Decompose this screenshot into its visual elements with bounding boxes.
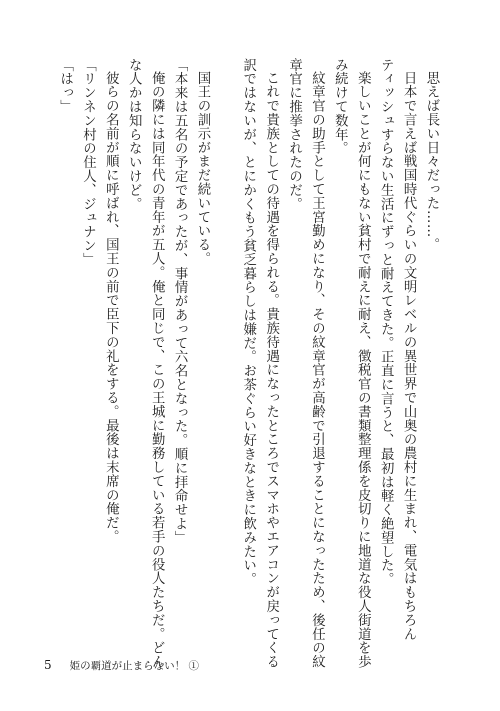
text-line: 思えば長い日々だった……。 (424, 71, 439, 253)
text-line: 彼らの名前が順に呼ばれ、国王の前で臣下の礼をする。最後は末席の俺だ。 (103, 71, 119, 544)
running-title: 姫の覇道が止まらない！ ① (69, 660, 199, 672)
text-line: これで貴族としての待遇を得られる。貴族待遇になったところでスマホやエアコンが戻ってくる (263, 71, 279, 670)
text-line: 紋章官の助手として王宮勤めになり、その紋章官が高齢で引退することになったため、後任の紋 (309, 71, 325, 670)
page-footer (44, 658, 199, 673)
text-line: 日本で言えば戦国時代ぐらいの文明レベルの異世界で山奥の農村に生まれ、電気はもちろん (401, 71, 417, 642)
text-line: 「はっ」 (57, 58, 73, 114)
text-line: 「本来は五名の予定であったが、事情があって六名となった。順に拝命せよ」 (172, 58, 188, 545)
text-line: 国王の訓示がまだ続いている。 (194, 71, 210, 266)
text-line: 俺の隣には同年代の青年が五人。俺と同じで、この王城に勤務している若手の役人たちだ。どん (149, 71, 165, 670)
text-line: み続けて数年。 (332, 58, 348, 156)
text-line: 楽しいことが何にもない貧村で耐えに耐え、徴税官の書類整理係を皮切りに地道な役人街道を歩 (355, 71, 371, 670)
text-line: な人かは知らないけど。 (126, 58, 142, 211)
text-line: ティッシュすらない生活にずっと耐えてきた。正直に言うと、最初は軽く絶望した。 (378, 58, 394, 587)
text-line: 「リンネン村の住人、ジュナン」 (80, 58, 96, 267)
text-line: 章官に推挙されたのだ。 (286, 58, 302, 211)
page-number: 5 (44, 658, 52, 672)
text-line: 訳ではないが、とにかくもう貧乏暮らしは嫌だ。お茶ぐらい好きなときに飲みたい。 (240, 58, 256, 587)
blank-line (213, 58, 236, 618)
